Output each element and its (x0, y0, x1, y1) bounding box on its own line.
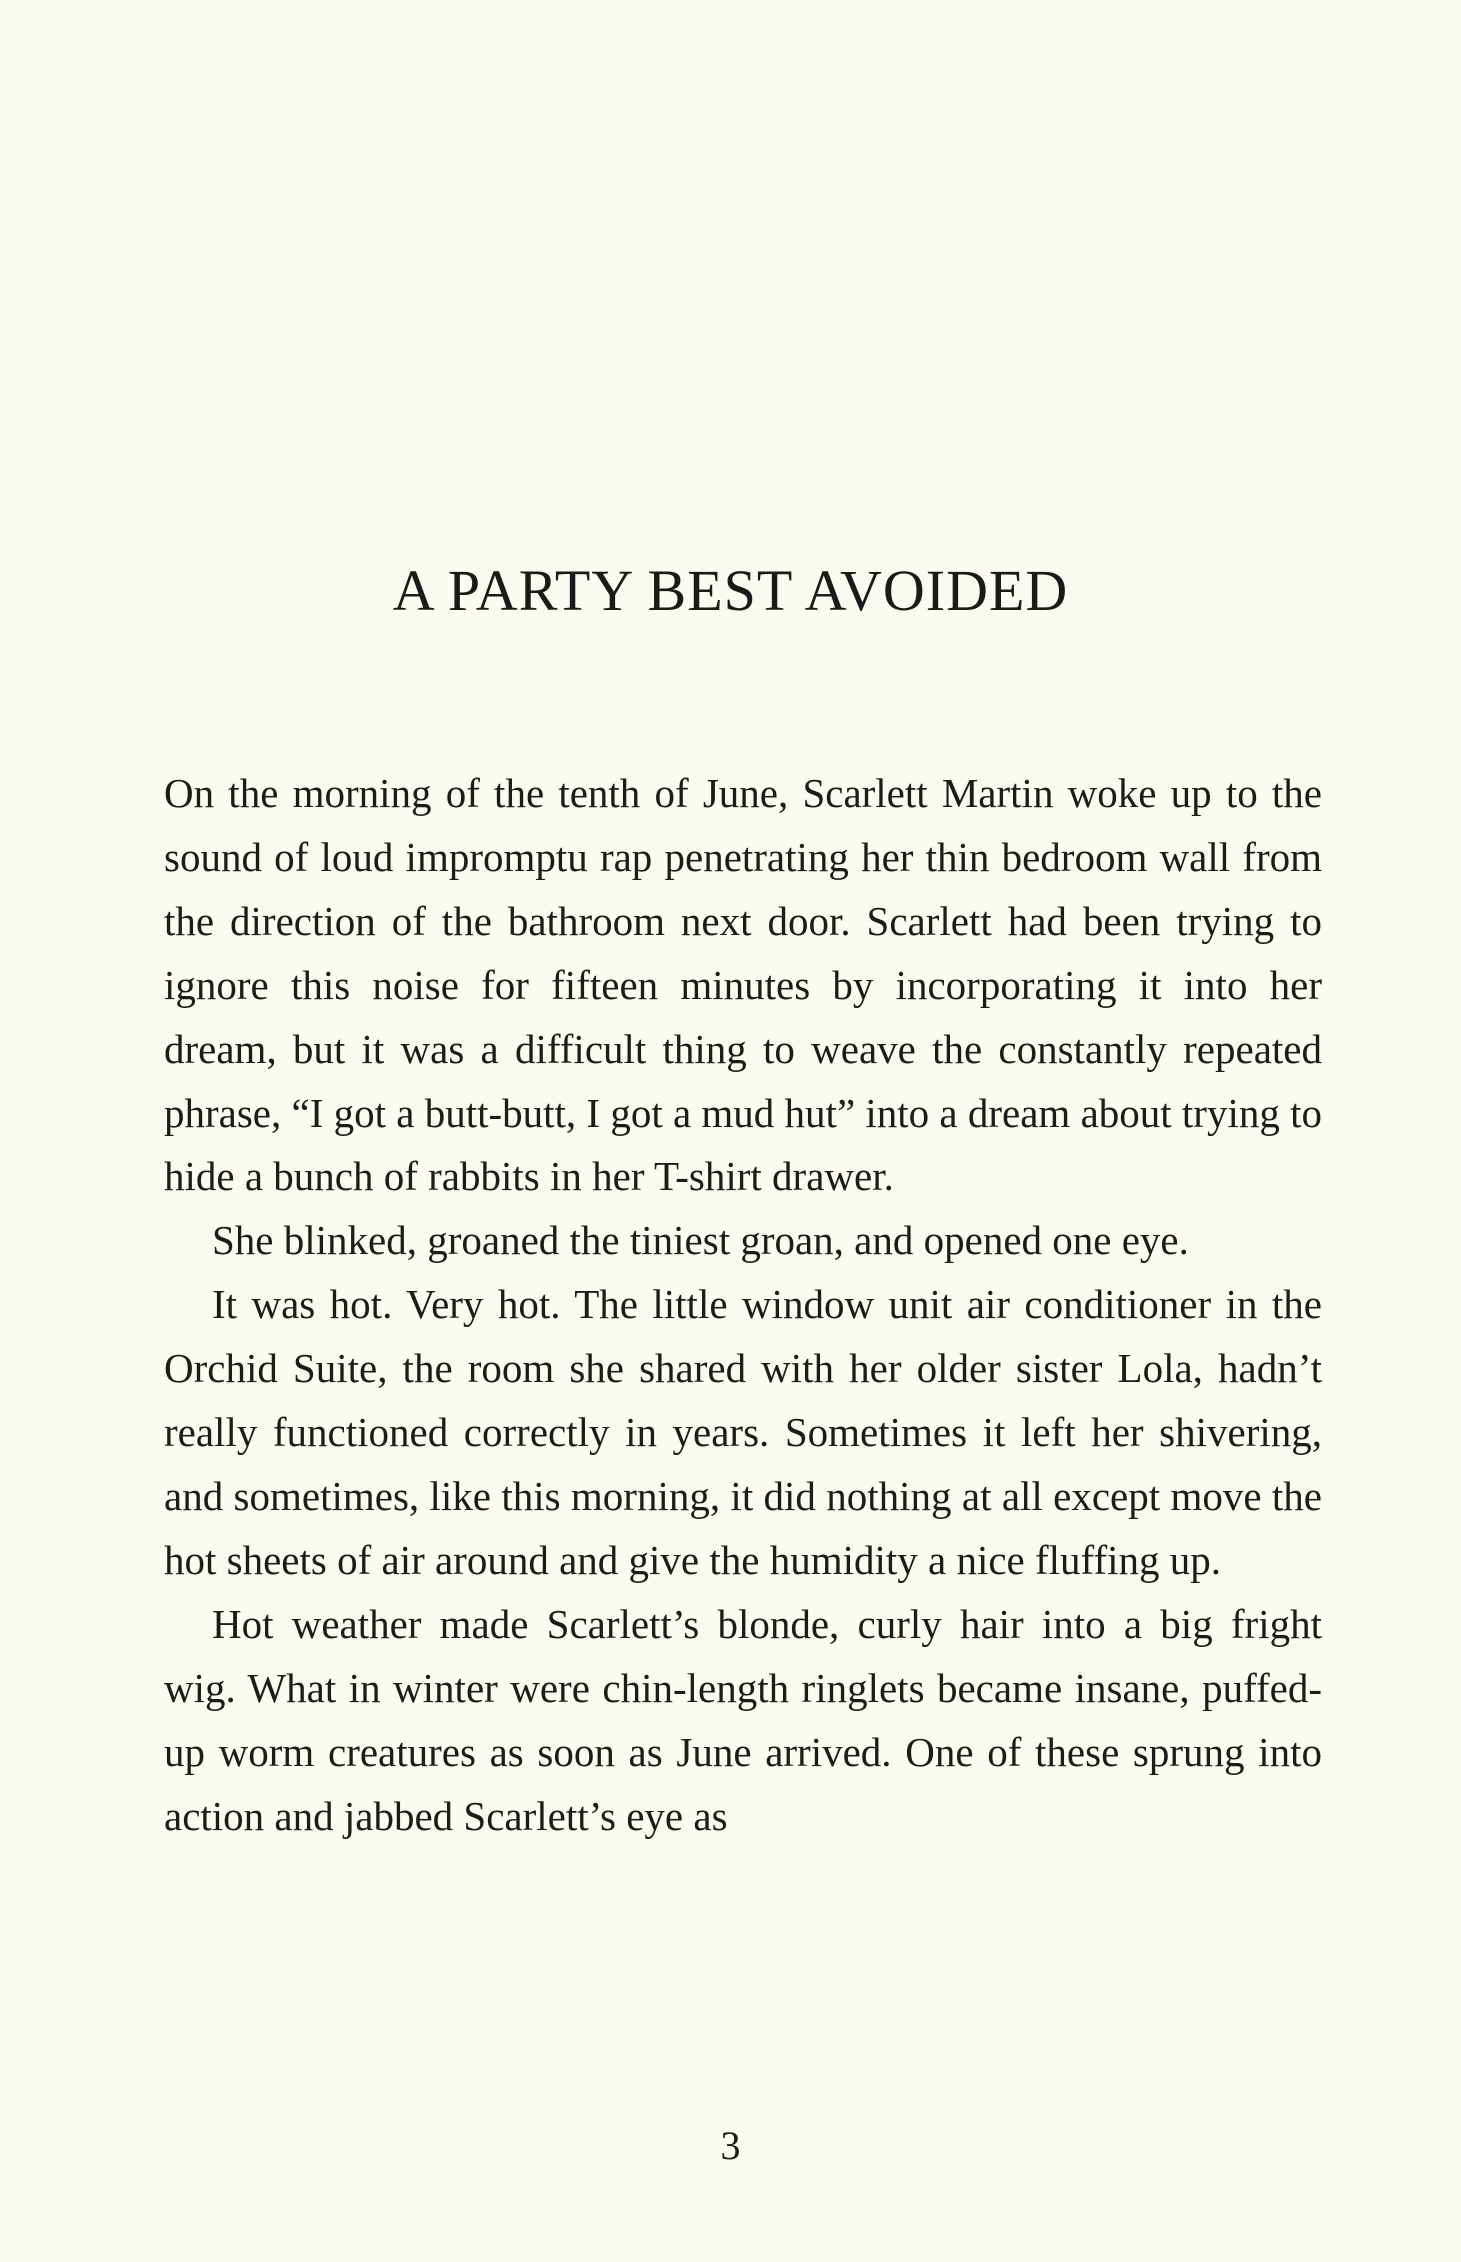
page-number: 3 (720, 2123, 741, 2168)
chapter-title: A PARTY BEST AVOIDED (392, 558, 1069, 623)
paragraph-3: It was hot. Very hot. The little window unit air conditioner in the Orchid Suite, the room she shared with her older sister Lola, hadn’t really functioned correctly in years. Sometimes it left her shivering, and sometimes, like this morning, it did nothing at all except move the hot sheets of air around and give the humidity a nice fluffing up. (164, 1281, 1322, 1583)
paragraph-2: She blinked, groaned the tiniest groan, and opened one eye. (212, 1217, 1189, 1264)
chapter-body (164, 762, 1322, 1848)
paragraph-4: Hot weather made Scarlett’s blonde, curly hair into a big fright wig. What in winter were chin-length ringlets became insane, puffed-up worm creatures as soon as June arrived. One of these sprung into action and jabbed Scarlett’s eye as (164, 1600, 1322, 1839)
paragraph-1: On the morning of the tenth of June, Scarlett Martin woke up to the sound of loud impromptu rap penetrating her thin bedroom wall from the direction of the bathroom next door. Scarlett had been trying to ignore this noise for fifteen minutes by incorporating it into her dream, but it was a difficult thing to weave the constantly repeated phrase, “I got a butt-butt, I got a mud hut” into a dream about trying to hide a bunch of rabbits in her T-shirt drawer. (164, 770, 1322, 1200)
